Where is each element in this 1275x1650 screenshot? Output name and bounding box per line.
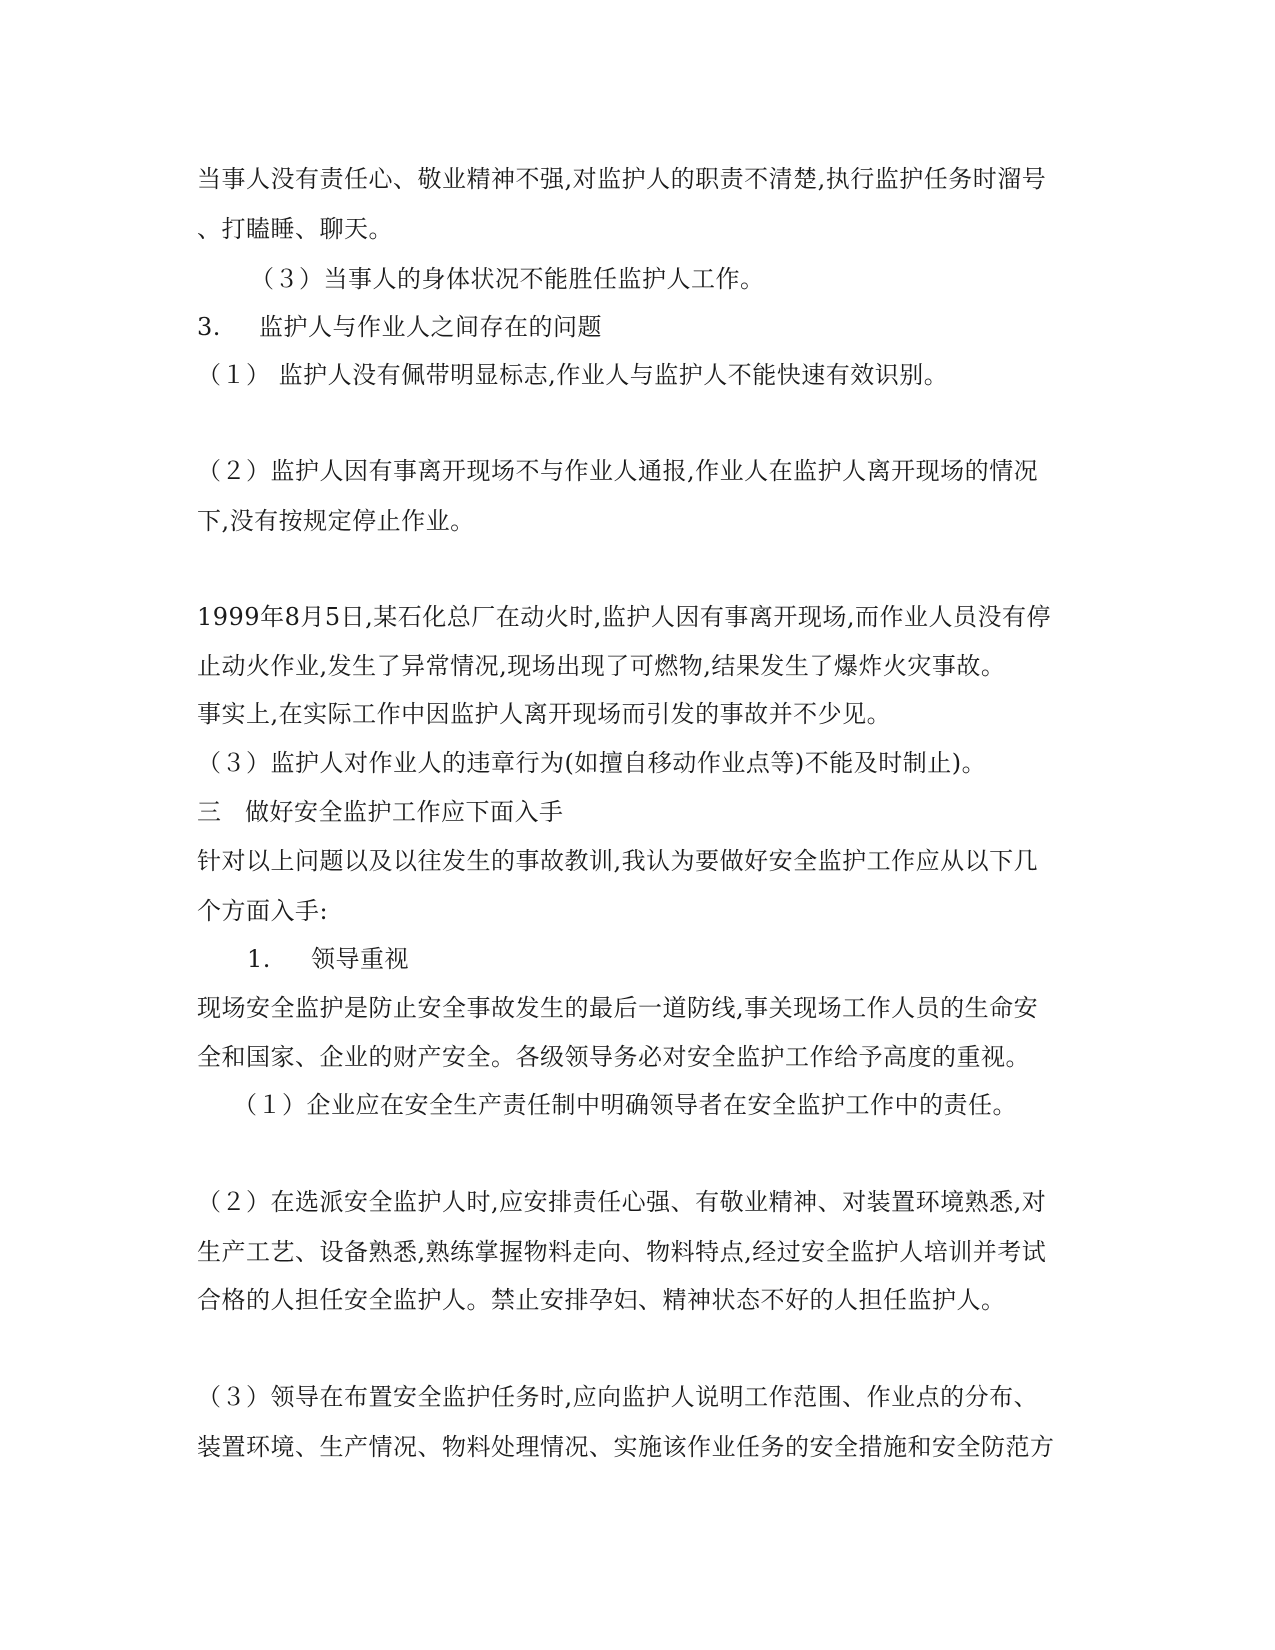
paragraph-line: 生产工艺、设备熟悉,熟练掌握物料走向、物料特点,经过安全监护人培训并考试 bbox=[197, 1238, 1047, 1266]
heading-text: 做好安全监护工作应下面入手 bbox=[245, 798, 564, 826]
section-heading bbox=[197, 796, 564, 828]
paragraph-line: 事实上,在实际工作中因监护人离开现场而引发的事故并不少见。 bbox=[197, 700, 892, 728]
list-item: （３）领导在布置安全监护任务时,应向监护人说明工作范围、作业点的分布、 bbox=[197, 1383, 1039, 1411]
section-heading bbox=[197, 311, 602, 343]
paragraph-line: 现场安全监护是防止安全事故发生的最后一道防线,事关现场工作人员的生命安 bbox=[197, 994, 1039, 1022]
list-item: （１） 监护人没有佩带明显标志,作业人与监护人不能快速有效识别。 bbox=[197, 361, 949, 389]
list-item: （１）企业应在安全生产责任制中明确领导者在安全监护工作中的责任。 bbox=[233, 1091, 1017, 1119]
subsection-heading bbox=[247, 943, 409, 975]
heading-number: 三 bbox=[197, 798, 222, 826]
paragraph-line: 1999年8月5日,某石化总厂在动火时,监护人因有事离开现场,而作业人员没有停 bbox=[197, 603, 1052, 631]
list-item: （２）在选派安全监护人时,应安排责任心强、有敬业精神、对装置环境熟悉,对 bbox=[197, 1188, 1047, 1216]
heading-text: 领导重视 bbox=[311, 945, 409, 973]
list-item: （２）监护人因有事离开现场不与作业人通报,作业人在监护人离开现场的情况 bbox=[197, 457, 1039, 485]
paragraph-line: 装置环境、生产情况、物料处理情况、实施该作业任务的安全措施和安全防范方 bbox=[197, 1433, 1055, 1461]
paragraph-line: 合格的人担任安全监护人。禁止安排孕妇、精神状态不好的人担任监护人。 bbox=[197, 1286, 1006, 1314]
paragraph-line: 个方面入手: bbox=[197, 897, 329, 925]
list-item: （３）当事人的身体状况不能胜任监护人工作。 bbox=[250, 265, 765, 293]
list-item: （３）监护人对作业人的违章行为(如擅自移动作业点等)不能及时制止)。 bbox=[197, 749, 987, 777]
heading-number: 3. bbox=[197, 313, 221, 341]
heading-number: 1. bbox=[247, 945, 271, 973]
paragraph-line: 、打瞌睡、聊天。 bbox=[197, 215, 393, 243]
paragraph-line: 当事人没有责任心、敬业精神不强,对监护人的职责不清楚,执行监护任务时溜号 bbox=[197, 165, 1047, 193]
paragraph-line: 全和国家、企业的财产安全。各级领导务必对安全监护工作给予高度的重视。 bbox=[197, 1043, 1030, 1071]
paragraph-line: 下,没有按规定停止作业。 bbox=[197, 507, 475, 535]
heading-text: 监护人与作业人之间存在的问题 bbox=[259, 313, 602, 341]
paragraph-line: 止动火作业,发生了异常情况,现场出现了可燃物,结果发生了爆炸火灾事故。 bbox=[197, 652, 1006, 680]
paragraph-line: 针对以上问题以及以往发生的事故教训,我认为要做好安全监护工作应从以下几 bbox=[197, 847, 1039, 875]
